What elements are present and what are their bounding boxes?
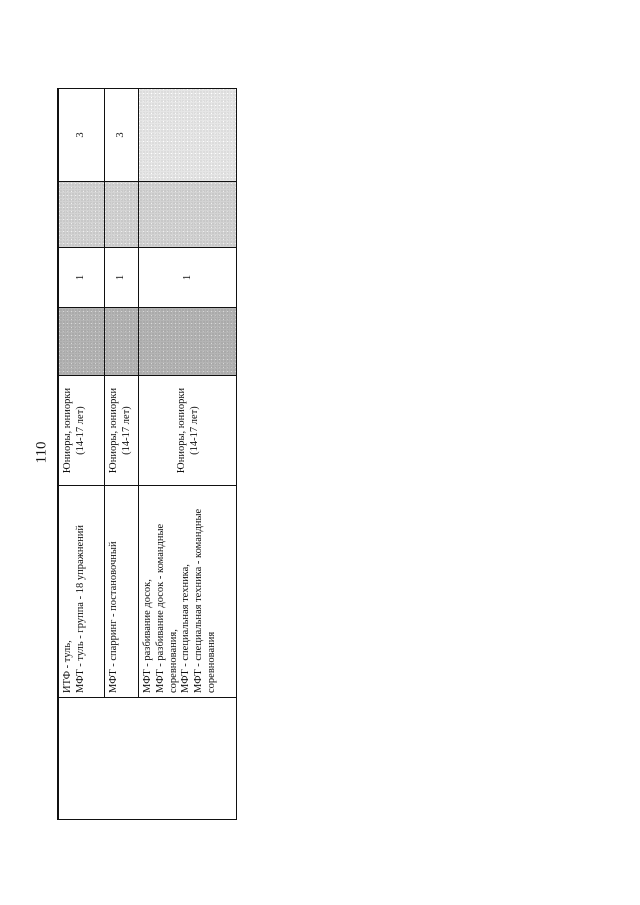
count-cell: 3	[59, 89, 105, 182]
age-group-line: Юниоры, юниорки	[175, 387, 187, 474]
shaded-cell	[105, 308, 139, 376]
discipline-line: МФТ - туль - группа - 18 упражнений	[74, 524, 86, 693]
shaded-cell	[139, 182, 238, 248]
discipline-line: МФТ - спарринг - постановочный	[108, 541, 119, 693]
quantity-cell: 1	[139, 248, 238, 308]
age-group-line: (14-17 лет)	[74, 406, 86, 455]
shaded-cell	[59, 308, 105, 376]
age-group-cell	[59, 376, 105, 486]
table	[58, 88, 237, 820]
discipline-cell	[139, 486, 238, 698]
age-group-cell	[139, 376, 238, 486]
age-group-line: (14-17 лет)	[188, 406, 200, 455]
sports-disciplines-table	[57, 88, 237, 820]
page-number: 110	[33, 441, 50, 464]
count-cell: 3	[105, 89, 139, 182]
rotated-table-content	[58, 89, 237, 820]
shaded-cell	[59, 182, 105, 248]
count-cell	[139, 89, 238, 182]
shaded-cell	[105, 182, 139, 248]
discipline-cell	[105, 486, 139, 698]
age-group-cell	[105, 376, 139, 486]
age-group-line: (14-17 лет)	[120, 406, 132, 455]
shaded-cell	[139, 308, 238, 376]
discipline-line: МФТ - специальная техника,	[180, 564, 192, 693]
discipline-line: соревнования,	[167, 629, 179, 693]
discipline-line: ИТФ - туль,	[62, 640, 73, 693]
discipline-line: МФТ - разбивание досок - командные	[154, 523, 166, 693]
age-group-line: Юниоры, юниорки	[62, 387, 73, 474]
discipline-line: соревнования	[205, 631, 217, 693]
discipline-line: МФТ - специальная техника - командные	[193, 508, 205, 693]
discipline-cell	[59, 486, 105, 698]
age-group-line: Юниоры, юниорки	[108, 387, 119, 474]
table-row	[59, 89, 105, 821]
quantity-cell: 1	[59, 248, 105, 308]
empty-cell	[59, 698, 238, 821]
discipline-line: МФТ - разбивание досок,	[142, 579, 153, 693]
quantity-cell: 1	[105, 248, 139, 308]
